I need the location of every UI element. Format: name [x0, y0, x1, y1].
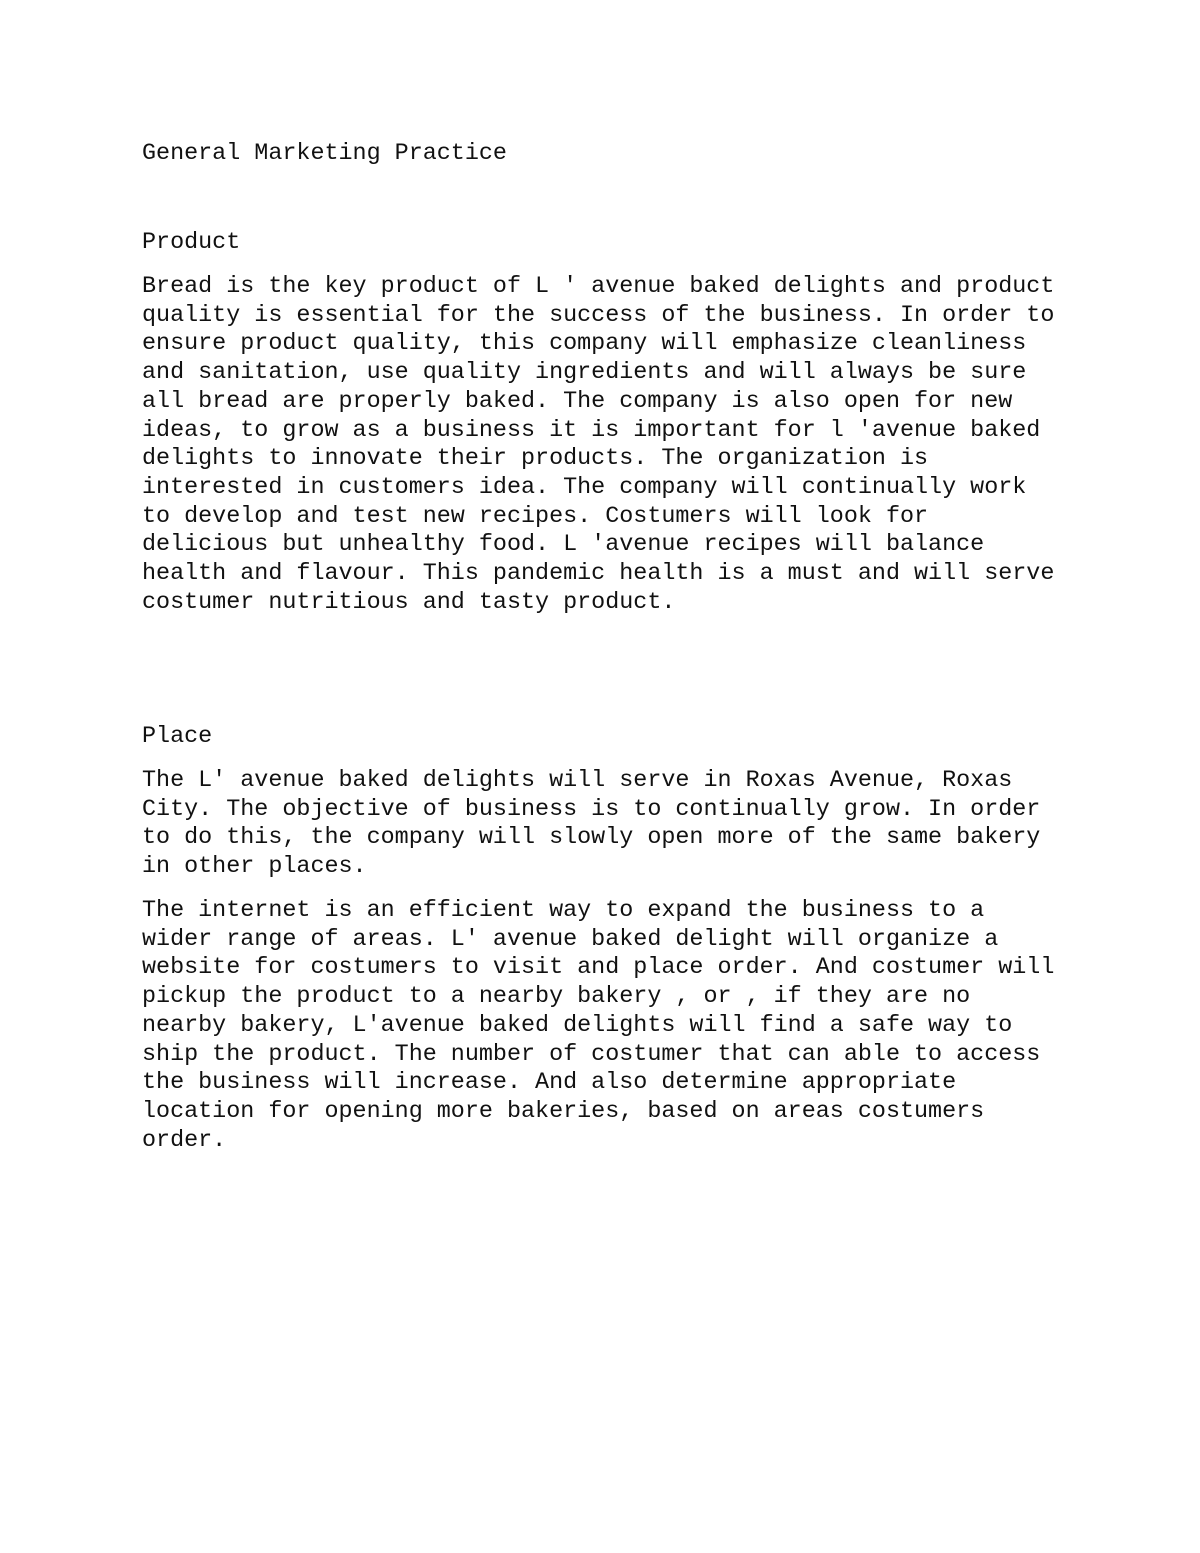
place-paragraph-internet: The internet is an efficient way to expand the business to a wider range of areas. L' avenue baked delight will organize a website for costumers to visit and place order. And costumer will pickup the product to a nearby bakery , or , if they are no nearby bakery, L'avenue baked delights will find a safe way to ship the product. The number of costumer that can able to access the business will increase. And also determine appropriate location for opening more bakeries, based on areas costumers order.: [142, 898, 1055, 1154]
document-title: General Marketing Practice: [142, 141, 507, 167]
product-paragraph: Bread is the key product of L ' avenue baked delights and product quality is essential for the success of the business. In order to ensure product quality, this company will emphasize cleanliness and sanitation, use quality ingredients and will always be sure all bread are properly baked. The company is also open for new ideas, to grow as a business it is important for l 'avenue baked delights to innovate their products. The organization is interested in customers idea. The company will continually work to develop and test new recipes. Costumers will look for delicious but unhealthy food. L 'avenue recipes will balance health and flavour. This pandemic health is a must and will serve costumer nutritious and tasty product.: [142, 274, 1055, 616]
place-paragraph-location: The L' avenue baked delights will serve in Roxas Avenue, Roxas City. The objective of business is to continually grow. In order to do this, the company will slowly open more of the same bakery in other places.: [142, 768, 1041, 881]
section-heading-place: Place: [142, 724, 213, 750]
section-heading-product: Product: [142, 230, 241, 256]
